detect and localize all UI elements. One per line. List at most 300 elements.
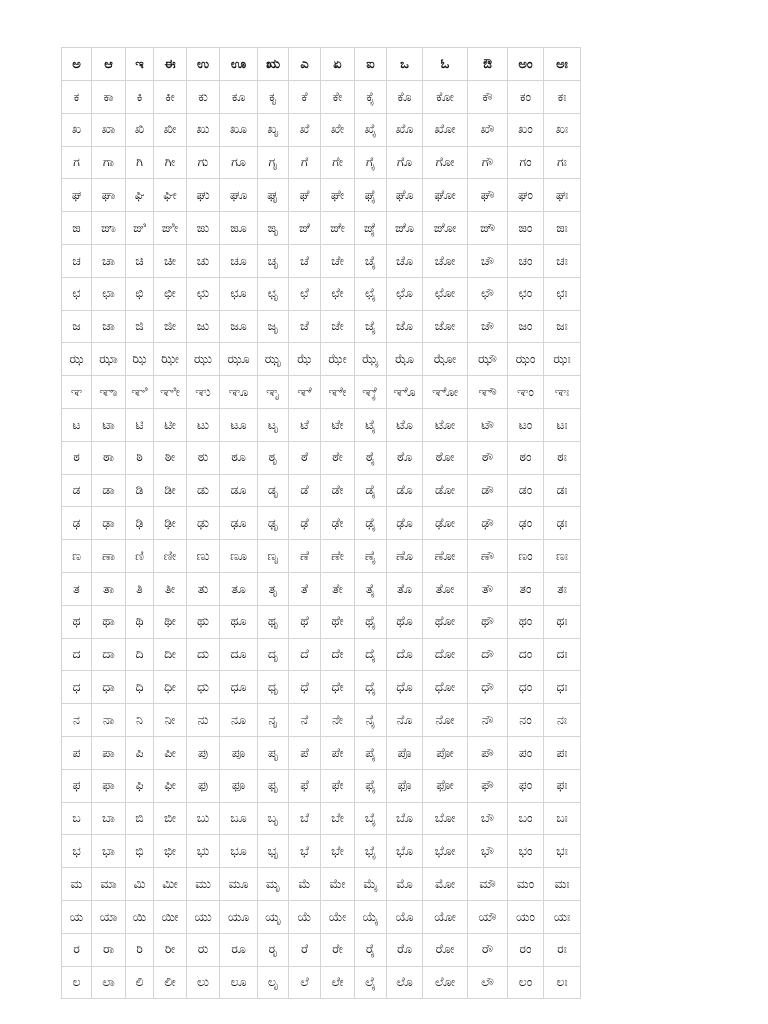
syllable-cell: ಠಾ [92, 441, 126, 474]
consonant-cell: ಣ [62, 540, 92, 573]
syllable-cell: ಝೌ [468, 343, 508, 376]
syllable-cell: ಢೂ [220, 507, 258, 540]
syllable-cell: ನೋ [423, 704, 468, 737]
syllable-cell: ಕೂ [220, 81, 258, 114]
syllable-cell: ನಾ [92, 704, 126, 737]
vowel-header-cell: ಋ [258, 48, 289, 81]
syllable-cell: ಣೃ [258, 540, 289, 573]
syllable-cell: ಯಃ [544, 900, 581, 933]
table-row [62, 638, 581, 671]
syllable-cell: ಚೂ [220, 244, 258, 277]
syllable-cell: ಢು [187, 507, 220, 540]
syllable-cell: ಯೂ [220, 900, 258, 933]
syllable-cell: ಬೈ [355, 802, 387, 835]
syllable-cell: ಮೀ [154, 868, 187, 901]
syllable-cell: ಞೃ [258, 376, 289, 409]
syllable-cell: ಲೈ [355, 966, 387, 999]
vowel-header-cell: ಔ [468, 48, 508, 81]
vowel-header-cell: ಅಃ [544, 48, 581, 81]
syllable-cell: ಲಃ [544, 966, 581, 999]
syllable-cell: ಯು [187, 900, 220, 933]
table-row [62, 146, 581, 179]
vowel-header-cell: ಒ [387, 48, 423, 81]
syllable-cell: ರೈ [355, 933, 387, 966]
syllable-cell: ಪೈ [355, 736, 387, 769]
syllable-cell: ಡು [187, 474, 220, 507]
syllable-cell: ಠೃ [258, 441, 289, 474]
syllable-cell: ಛಿ [126, 277, 154, 310]
syllable-cell: ಭೋ [423, 835, 468, 868]
syllable-cell: ಯೃ [258, 900, 289, 933]
syllable-cell: ಟಿ [126, 408, 154, 441]
syllable-cell: ಜಃ [544, 310, 581, 343]
syllable-cell: ಙಿ [126, 212, 154, 245]
syllable-cell: ಟೆ [289, 408, 321, 441]
syllable-cell: ಕೌ [468, 81, 508, 114]
syllable-cell: ಘೋ [423, 179, 468, 212]
syllable-cell: ಪೊ [387, 736, 423, 769]
syllable-cell: ತೇ [321, 572, 355, 605]
syllable-cell: ಢೈ [355, 507, 387, 540]
syllable-cell: ಭೂ [220, 835, 258, 868]
syllable-cell: ಞಂ [508, 376, 544, 409]
syllable-cell: ನೊ [387, 704, 423, 737]
syllable-cell: ಲೇ [321, 966, 355, 999]
syllable-cell: ಞಿ [126, 376, 154, 409]
syllable-cell: ಘಃ [544, 179, 581, 212]
syllable-cell: ತೂ [220, 572, 258, 605]
syllable-cell: ಲಾ [92, 966, 126, 999]
syllable-cell: ಞೋ [423, 376, 468, 409]
consonant-cell: ಮ [62, 868, 92, 901]
syllable-cell: ಜು [187, 310, 220, 343]
syllable-cell: ಗಿ [126, 146, 154, 179]
syllable-cell: ತು [187, 572, 220, 605]
syllable-cell: ಣೂ [220, 540, 258, 573]
table-row [62, 900, 581, 933]
syllable-cell: ಝೊ [387, 343, 423, 376]
consonant-cell: ಧ [62, 671, 92, 704]
syllable-cell: ಬಾ [92, 802, 126, 835]
syllable-cell: ಜಿ [126, 310, 154, 343]
syllable-cell: ಖೊ [387, 113, 423, 146]
syllable-cell: ಕೊ [387, 81, 423, 114]
syllable-cell: ದಃ [544, 638, 581, 671]
syllable-cell: ಠೌ [468, 441, 508, 474]
syllable-cell: ಬೀ [154, 802, 187, 835]
syllable-cell: ಪೋ [423, 736, 468, 769]
syllable-cell: ಪೆ [289, 736, 321, 769]
kannada-kagunita-table [61, 47, 581, 999]
syllable-cell: ಘಾ [92, 179, 126, 212]
syllable-cell: ಘು [187, 179, 220, 212]
syllable-cell: ಞೌ [468, 376, 508, 409]
syllable-cell: ಜೈ [355, 310, 387, 343]
syllable-cell: ಛೀ [154, 277, 187, 310]
syllable-cell: ಕೋ [423, 81, 468, 114]
consonant-cell: ನ [62, 704, 92, 737]
syllable-cell: ಘೌ [468, 179, 508, 212]
syllable-cell: ರೇ [321, 933, 355, 966]
syllable-cell: ಕೆ [289, 81, 321, 114]
table-row [62, 605, 581, 638]
syllable-cell: ಙಃ [544, 212, 581, 245]
syllable-cell: ಚೈ [355, 244, 387, 277]
syllable-cell: ಟು [187, 408, 220, 441]
syllable-cell: ಡೆ [289, 474, 321, 507]
syllable-cell: ಖೌ [468, 113, 508, 146]
syllable-cell: ಚೃ [258, 244, 289, 277]
syllable-cell: ಞೇ [321, 376, 355, 409]
syllable-cell: ತೋ [423, 572, 468, 605]
syllable-cell: ಧೂ [220, 671, 258, 704]
syllable-cell: ಠೈ [355, 441, 387, 474]
syllable-cell: ಗೌ [468, 146, 508, 179]
syllable-cell: ನೃ [258, 704, 289, 737]
syllable-cell: ಬೋ [423, 802, 468, 835]
syllable-cell: ಞೊ [387, 376, 423, 409]
syllable-cell: ಝು [187, 343, 220, 376]
syllable-cell: ಲೀ [154, 966, 187, 999]
syllable-cell: ಭಃ [544, 835, 581, 868]
syllable-cell: ಠೀ [154, 441, 187, 474]
syllable-cell: ಪಃ [544, 736, 581, 769]
syllable-cell: ಮೇ [321, 868, 355, 901]
syllable-cell: ತೌ [468, 572, 508, 605]
syllable-cell: ಯಂ [508, 900, 544, 933]
syllable-cell: ಮು [187, 868, 220, 901]
syllable-cell: ಚೆ [289, 244, 321, 277]
vowel-header-cell: ಓ [423, 48, 468, 81]
syllable-cell: ಘಿ [126, 179, 154, 212]
syllable-cell: ಯೆ [289, 900, 321, 933]
syllable-cell: ಛೊ [387, 277, 423, 310]
syllable-cell: ಯೊ [387, 900, 423, 933]
consonant-cell: ಥ [62, 605, 92, 638]
table-row [62, 835, 581, 868]
syllable-cell: ಝಿ [126, 343, 154, 376]
syllable-cell: ಥೊ [387, 605, 423, 638]
syllable-cell: ಢೌ [468, 507, 508, 540]
consonant-cell: ಝ [62, 343, 92, 376]
syllable-cell: ಙೀ [154, 212, 187, 245]
syllable-cell: ಝೃ [258, 343, 289, 376]
syllable-cell: ತೀ [154, 572, 187, 605]
document-page [61, 47, 581, 999]
consonant-cell: ಖ [62, 113, 92, 146]
table-row [62, 540, 581, 573]
syllable-cell: ಛಃ [544, 277, 581, 310]
syllable-cell: ಘೃ [258, 179, 289, 212]
syllable-cell: ಗೂ [220, 146, 258, 179]
table-row [62, 113, 581, 146]
syllable-cell: ಗೃ [258, 146, 289, 179]
table-row [62, 81, 581, 114]
syllable-cell: ತೈ [355, 572, 387, 605]
syllable-cell: ಪು [187, 736, 220, 769]
syllable-cell: ಥೀ [154, 605, 187, 638]
syllable-cell: ರೌ [468, 933, 508, 966]
consonant-cell: ಛ [62, 277, 92, 310]
syllable-cell: ಥಿ [126, 605, 154, 638]
syllable-cell: ಧು [187, 671, 220, 704]
syllable-cell: ಬೌ [468, 802, 508, 835]
consonant-cell: ರ [62, 933, 92, 966]
syllable-cell: ಣೀ [154, 540, 187, 573]
syllable-cell: ಝೆ [289, 343, 321, 376]
syllable-cell: ಚಾ [92, 244, 126, 277]
syllable-cell: ಪೀ [154, 736, 187, 769]
syllable-cell: ಥಂ [508, 605, 544, 638]
syllable-cell: ದೂ [220, 638, 258, 671]
syllable-cell: ಠೂ [220, 441, 258, 474]
syllable-cell: ಖಿ [126, 113, 154, 146]
syllable-cell: ಝಾ [92, 343, 126, 376]
syllable-cell: ತೊ [387, 572, 423, 605]
syllable-cell: ಛೆ [289, 277, 321, 310]
syllable-cell: ಮೋ [423, 868, 468, 901]
syllable-cell: ಭೇ [321, 835, 355, 868]
syllable-cell: ಡೇ [321, 474, 355, 507]
syllable-cell: ನೀ [154, 704, 187, 737]
syllable-cell: ಚೋ [423, 244, 468, 277]
syllable-cell: ಡಿ [126, 474, 154, 507]
syllable-cell: ಘೀ [154, 179, 187, 212]
syllable-cell: ಟಾ [92, 408, 126, 441]
syllable-cell: ಕೀ [154, 81, 187, 114]
consonant-cell: ಡ [62, 474, 92, 507]
consonant-cell: ಯ [62, 900, 92, 933]
syllable-cell: ಖೋ [423, 113, 468, 146]
syllable-cell: ಚೌ [468, 244, 508, 277]
syllable-cell: ಪಿ [126, 736, 154, 769]
syllable-cell: ಫೀ [154, 769, 187, 802]
syllable-cell: ಥೌ [468, 605, 508, 638]
syllable-cell: ಬು [187, 802, 220, 835]
syllable-cell: ಪಾ [92, 736, 126, 769]
consonant-cell: ಲ [62, 966, 92, 999]
syllable-cell: ಡೈ [355, 474, 387, 507]
vowel-header-cell: ಐ [355, 48, 387, 81]
syllable-cell: ಢೋ [423, 507, 468, 540]
syllable-cell: ಡೂ [220, 474, 258, 507]
syllable-cell: ಠಿ [126, 441, 154, 474]
syllable-cell: ಜೀ [154, 310, 187, 343]
syllable-cell: ಡಃ [544, 474, 581, 507]
syllable-cell: ಣಾ [92, 540, 126, 573]
syllable-cell: ಥೇ [321, 605, 355, 638]
syllable-cell: ಲೆ [289, 966, 321, 999]
syllable-cell: ಫೂ [220, 769, 258, 802]
syllable-cell: ಡಂ [508, 474, 544, 507]
syllable-cell: ತೃ [258, 572, 289, 605]
table-row [62, 212, 581, 245]
syllable-cell: ಘೂ [220, 179, 258, 212]
syllable-cell: ಙೊ [387, 212, 423, 245]
syllable-cell: ಢಂ [508, 507, 544, 540]
syllable-cell: ಝೋ [423, 343, 468, 376]
consonant-cell: ದ [62, 638, 92, 671]
syllable-cell: ಙೈ [355, 212, 387, 245]
syllable-cell: ಢೆ [289, 507, 321, 540]
syllable-cell: ಞೆ [289, 376, 321, 409]
syllable-cell: ಜೌ [468, 310, 508, 343]
consonant-cell: ಚ [62, 244, 92, 277]
syllable-cell: ಗೆ [289, 146, 321, 179]
syllable-cell: ಭಿ [126, 835, 154, 868]
syllable-cell: ಲೃ [258, 966, 289, 999]
syllable-cell: ಬಿ [126, 802, 154, 835]
syllable-cell: ಭೀ [154, 835, 187, 868]
syllable-cell: ಲೊ [387, 966, 423, 999]
syllable-cell: ಠೇ [321, 441, 355, 474]
consonant-cell: ಭ [62, 835, 92, 868]
table-row [62, 704, 581, 737]
syllable-cell: ಢೀ [154, 507, 187, 540]
syllable-cell: ಥೃ [258, 605, 289, 638]
syllable-cell: ಙಾ [92, 212, 126, 245]
syllable-cell: ತಃ [544, 572, 581, 605]
syllable-cell: ರೆ [289, 933, 321, 966]
table-row [62, 802, 581, 835]
syllable-cell: ಫಿ [126, 769, 154, 802]
syllable-cell: ಣಂ [508, 540, 544, 573]
syllable-cell: ಗಾ [92, 146, 126, 179]
table-row [62, 474, 581, 507]
syllable-cell: ಥು [187, 605, 220, 638]
syllable-cell: ಞೈ [355, 376, 387, 409]
syllable-cell: ಭಂ [508, 835, 544, 868]
syllable-cell: ಧೃ [258, 671, 289, 704]
syllable-cell: ಯಾ [92, 900, 126, 933]
syllable-cell: ಞಃ [544, 376, 581, 409]
syllable-cell: ರೋ [423, 933, 468, 966]
consonant-cell: ಪ [62, 736, 92, 769]
syllable-cell: ಧೌ [468, 671, 508, 704]
syllable-cell: ಙೆ [289, 212, 321, 245]
syllable-cell: ದಿ [126, 638, 154, 671]
table-row [62, 507, 581, 540]
syllable-cell: ಙೂ [220, 212, 258, 245]
syllable-cell: ಘೊ [387, 179, 423, 212]
syllable-cell: ಜೊ [387, 310, 423, 343]
syllable-cell: ಙೇ [321, 212, 355, 245]
syllable-cell: ಟೋ [423, 408, 468, 441]
syllable-cell: ಬೇ [321, 802, 355, 835]
syllable-cell: ಚಿ [126, 244, 154, 277]
syllable-cell: ರಾ [92, 933, 126, 966]
syllable-cell: ಖೃ [258, 113, 289, 146]
syllable-cell: ಬಂ [508, 802, 544, 835]
syllable-cell: ಲೂ [220, 966, 258, 999]
syllable-cell: ಟೌ [468, 408, 508, 441]
syllable-cell: ಠೆ [289, 441, 321, 474]
syllable-cell: ಯೀ [154, 900, 187, 933]
syllable-cell: ಛೂ [220, 277, 258, 310]
syllable-cell: ಲಿ [126, 966, 154, 999]
syllable-cell: ಚೀ [154, 244, 187, 277]
syllable-cell: ಣೊ [387, 540, 423, 573]
table-row [62, 933, 581, 966]
syllable-cell: ಣೈ [355, 540, 387, 573]
syllable-cell: ಯೌ [468, 900, 508, 933]
syllable-cell: ಢಾ [92, 507, 126, 540]
syllable-cell: ಮಃ [544, 868, 581, 901]
syllable-cell: ದೈ [355, 638, 387, 671]
syllable-cell: ಚಂ [508, 244, 544, 277]
consonant-cell: ಢ [62, 507, 92, 540]
syllable-cell: ಟೈ [355, 408, 387, 441]
syllable-cell: ಣೋ [423, 540, 468, 573]
syllable-cell: ದೋ [423, 638, 468, 671]
syllable-cell: ಜೋ [423, 310, 468, 343]
syllable-cell: ಘೈ [355, 179, 387, 212]
consonant-cell: ಞ [62, 376, 92, 409]
syllable-cell: ಫೊ [387, 769, 423, 802]
syllable-cell: ಕೃ [258, 81, 289, 114]
syllable-cell: ಛೃ [258, 277, 289, 310]
vowel-header-cell: ಈ [154, 48, 187, 81]
syllable-cell: ಕಂ [508, 81, 544, 114]
consonant-cell: ಕ [62, 81, 92, 114]
syllable-cell: ದೃ [258, 638, 289, 671]
syllable-cell: ಗೊ [387, 146, 423, 179]
syllable-cell: ಜಾ [92, 310, 126, 343]
syllable-cell: ನೌ [468, 704, 508, 737]
table-row [62, 736, 581, 769]
table-row [62, 572, 581, 605]
syllable-cell: ಠೋ [423, 441, 468, 474]
syllable-cell: ಮೊ [387, 868, 423, 901]
syllable-cell: ಣೇ [321, 540, 355, 573]
syllable-cell: ನೇ [321, 704, 355, 737]
syllable-cell: ಛು [187, 277, 220, 310]
syllable-cell: ಮೂ [220, 868, 258, 901]
syllable-cell: ಚಃ [544, 244, 581, 277]
syllable-cell: ಠಃ [544, 441, 581, 474]
syllable-cell: ಝೇ [321, 343, 355, 376]
syllable-cell: ಢೃ [258, 507, 289, 540]
consonant-cell: ಟ [62, 408, 92, 441]
syllable-cell: ಬೆ [289, 802, 321, 835]
syllable-cell: ಢಿ [126, 507, 154, 540]
vowel-header-row [62, 48, 581, 81]
syllable-cell: ಚು [187, 244, 220, 277]
syllable-cell: ಝಂ [508, 343, 544, 376]
syllable-cell: ಪೃ [258, 736, 289, 769]
syllable-cell: ಖೀ [154, 113, 187, 146]
syllable-cell: ದೀ [154, 638, 187, 671]
syllable-cell: ರೊ [387, 933, 423, 966]
syllable-cell: ತಂ [508, 572, 544, 605]
vowel-header-cell: ಆ [92, 48, 126, 81]
syllable-cell: ಟೇ [321, 408, 355, 441]
syllable-cell: ಮೌ [468, 868, 508, 901]
syllable-cell: ಭೆ [289, 835, 321, 868]
syllable-cell: ಭೊ [387, 835, 423, 868]
syllable-cell: ಟೊ [387, 408, 423, 441]
syllable-cell: ಠು [187, 441, 220, 474]
syllable-cell: ಧಃ [544, 671, 581, 704]
syllable-cell: ಣೆ [289, 540, 321, 573]
syllable-cell: ಧೈ [355, 671, 387, 704]
syllable-cell: ಫೈ [355, 769, 387, 802]
syllable-cell: ಕಾ [92, 81, 126, 114]
syllable-cell: ನೈ [355, 704, 387, 737]
vowel-header-cell: ಊ [220, 48, 258, 81]
syllable-cell: ಯೈ [355, 900, 387, 933]
syllable-cell: ರೀ [154, 933, 187, 966]
